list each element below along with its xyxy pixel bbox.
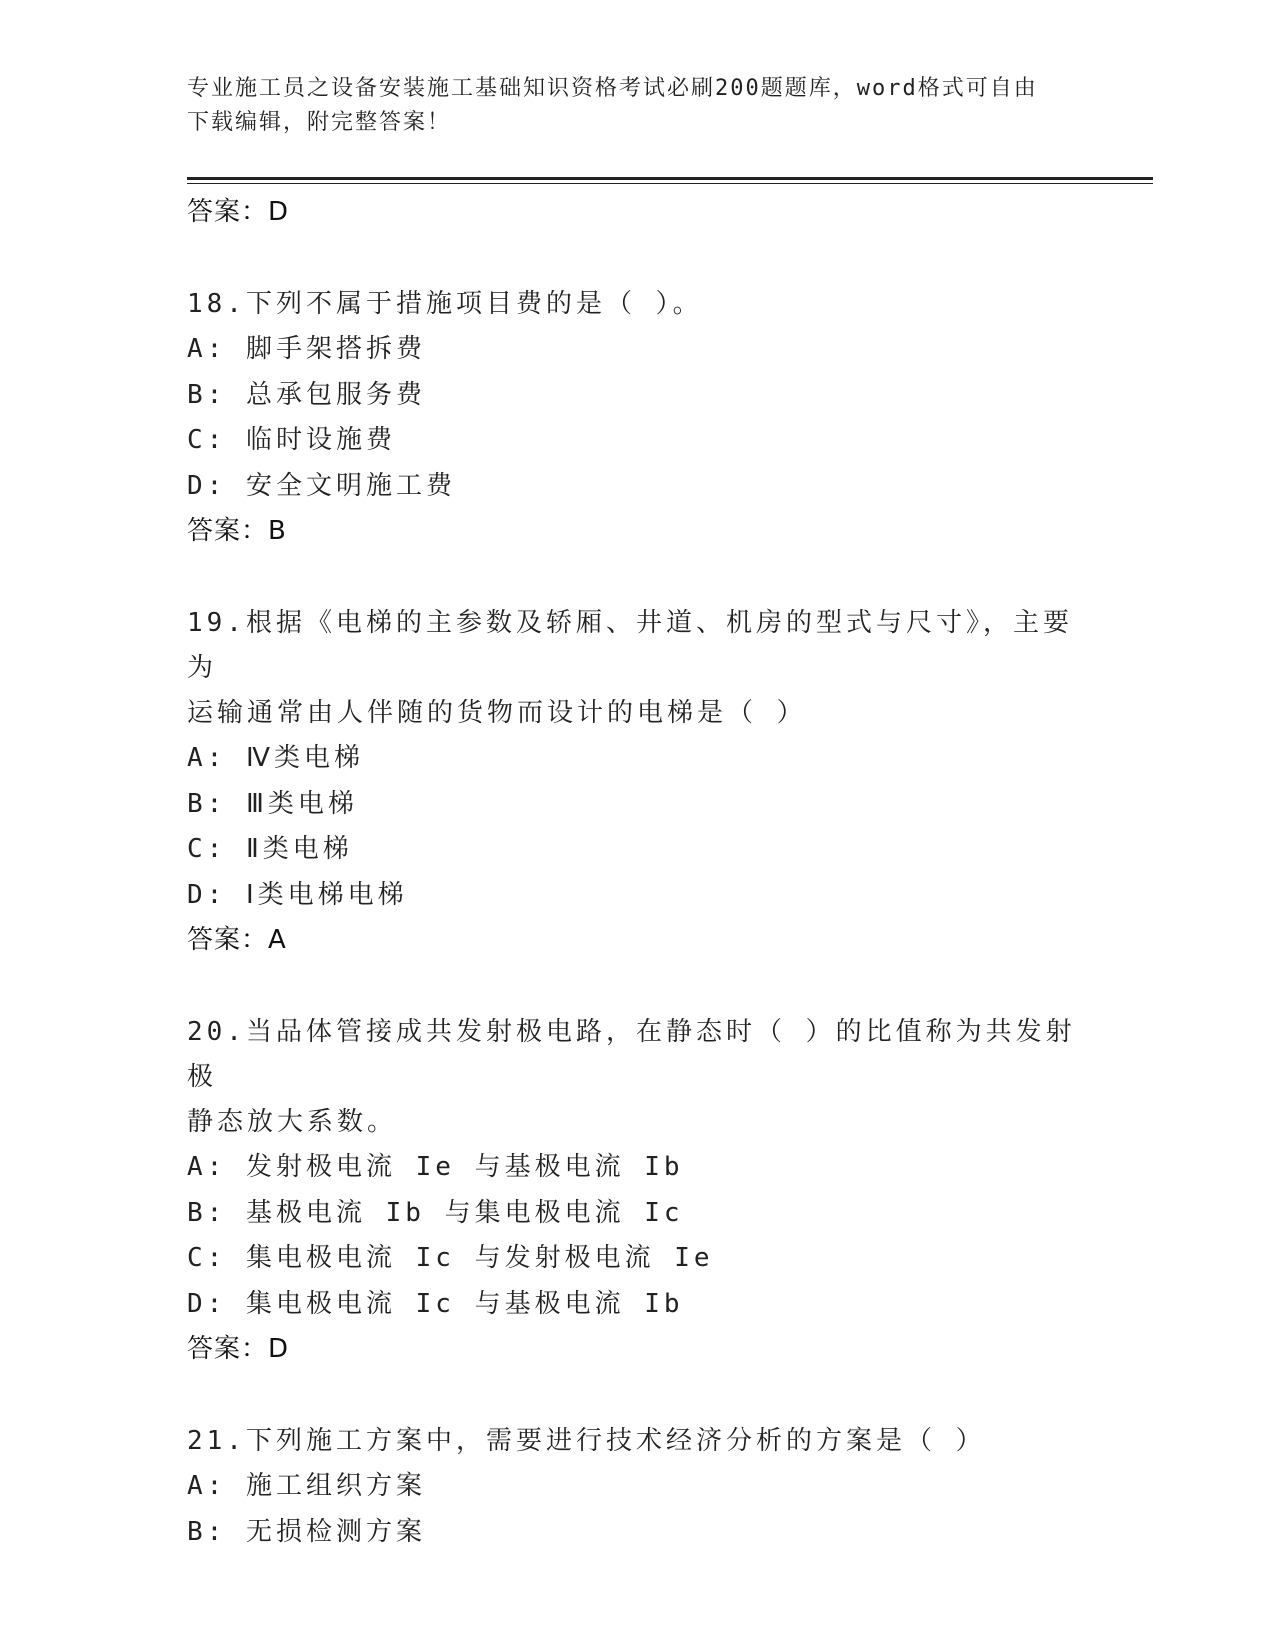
spacer (187, 962, 1087, 1010)
spacer (187, 1371, 1087, 1419)
document-body (187, 190, 1087, 1555)
question-21: 21.下列施工方案中，需要进行技术经济分析的方案是（ ） (187, 1426, 986, 1456)
question-20-line-2: 静态放大系数。 (187, 1107, 398, 1137)
option-19-a: A: Ⅳ类电梯 (187, 743, 364, 773)
option-20-b: B: 基极电流 Ib 与集电极电流 Ic (187, 1197, 684, 1228)
question-18: 18.下列不属于措施项目费的是（ ）。 (187, 289, 703, 319)
answer-q19: 答案：A (187, 925, 287, 955)
answer-q18: 答案：B (187, 516, 287, 546)
spacer (187, 553, 1087, 601)
option-19-b: B: Ⅲ类电梯 (187, 788, 358, 819)
header-title-line-1: 专业施工员之设备安装施工基础知识资格考试必刷200题题库，word格式可自由 (187, 76, 1038, 101)
question-19-line-2: 运输通常由人伴随的货物而设计的电梯是（ ） (187, 698, 807, 728)
question-20-line-1: 20.当品体管接成共发射极电路，在静态时（ ）的比值称为共发射极 (187, 1017, 1076, 1092)
option-21-a: A: 施工组织方案 (187, 1471, 426, 1501)
header-title-line-2: 下载编辑，附完整答案！ (187, 110, 452, 135)
option-20-a: A: 发射极电流 Ie 与基极电流 Ib (187, 1152, 684, 1182)
option-19-c: C: Ⅱ类电梯 (187, 834, 353, 864)
question-19-line-1: 19.根据《电梯的主参数及轿厢、井道、机房的型式与尺寸》，主要为 (187, 608, 1073, 683)
option-18-c: C: 临时设施费 (187, 425, 396, 455)
option-19-d: D: Ⅰ类电梯电梯 (187, 879, 408, 910)
answer-q20: 答案：D (187, 1334, 290, 1364)
option-21-b: B: 无损检测方案 (187, 1516, 426, 1547)
option-18-a: A: 脚手架搭拆费 (187, 334, 426, 364)
option-18-d: D: 安全文明施工费 (187, 470, 456, 501)
option-20-d: D: 集电极电流 Ic 与基极电流 Ib (187, 1288, 684, 1319)
option-20-c: C: 集电极电流 Ic 与发射极电流 Ie (187, 1243, 714, 1273)
header-divider-thick (187, 177, 1153, 180)
spacer (187, 234, 1087, 282)
option-18-b: B: 总承包服务费 (187, 379, 426, 410)
document-header (187, 72, 1087, 140)
answer-q17: 答案：D (187, 197, 290, 227)
header-divider-thin (187, 183, 1153, 184)
